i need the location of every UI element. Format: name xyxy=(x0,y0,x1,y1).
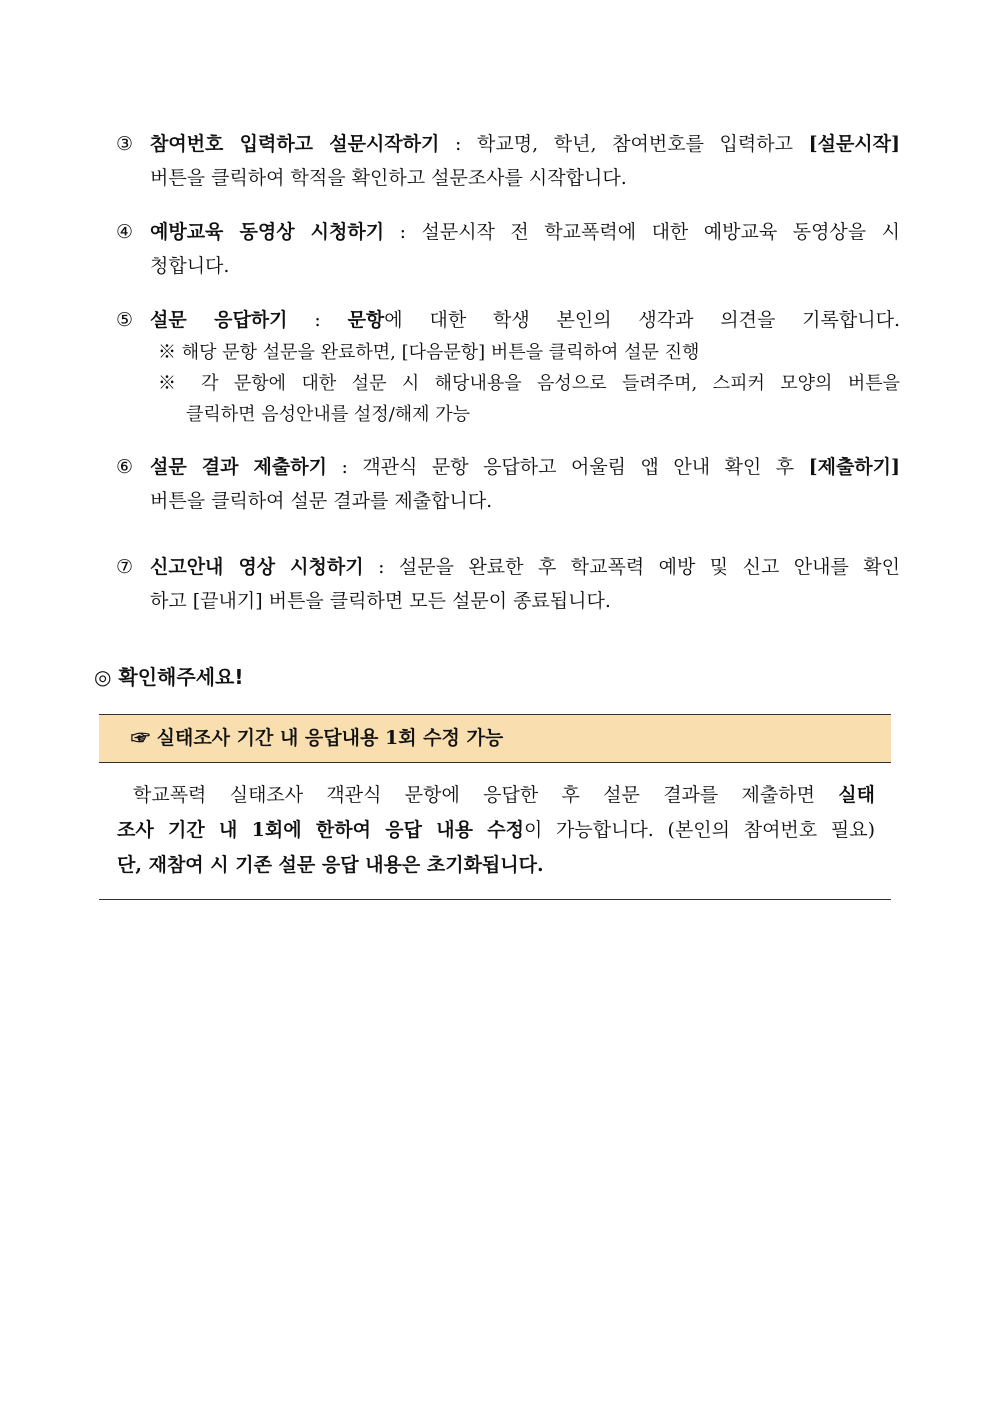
notice-bold-text: 조사 기간 내 1회에 한하여 응답 내용 수정 xyxy=(117,819,524,841)
step-6 xyxy=(116,450,900,518)
notice-line-2 xyxy=(117,813,875,848)
step-bold-word: 문항 xyxy=(347,309,385,331)
step-3-line-1 xyxy=(116,127,900,161)
step-6-line-2: 버튼을 클릭하여 설문 결과를 제출합니다. xyxy=(150,490,493,512)
step-7-line-1 xyxy=(116,550,900,584)
step-number: ⑥ xyxy=(116,456,134,478)
step-title: 예방교육 동영상 시청하기 xyxy=(150,221,385,243)
step-title: 신고안내 영상 시청하기 xyxy=(150,556,364,578)
step-text: 설문시작 전 학교폭력에 대한 예방교육 동영상을 시 xyxy=(421,221,900,243)
notice-box xyxy=(99,714,891,900)
notice-text: 학교폭력 실태조사 객관식 문항에 응답한 후 설문 결과를 제출하면 xyxy=(133,784,839,806)
notice-text: 이 가능합니다. (본인의 참여번호 필요) xyxy=(523,819,875,841)
notice-heading: ☞ 실태조사 기간 내 응답내용 1회 수정 가능 xyxy=(99,714,891,763)
step-6-line-1 xyxy=(116,450,900,484)
section-title: ◎ 확인해주세요! xyxy=(94,665,244,689)
step-number: ③ xyxy=(116,133,134,155)
step-5-line-1 xyxy=(116,303,900,337)
notice-line-3: 단, 재참여 시 기존 설문 응답 내용은 초기화됩니다. xyxy=(117,854,544,876)
step-separator: : xyxy=(384,221,422,243)
step-button-label: [설문시작] xyxy=(808,133,901,155)
step-button-label: [제출하기] xyxy=(808,456,900,478)
step-4-line-1 xyxy=(116,215,900,249)
step-title: 설문 응답하기 xyxy=(150,309,288,331)
step-text: 학교명, 학년, 참여번호를 입력하고 xyxy=(477,133,809,155)
step-5-note-2-cont: 클릭하면 음성안내를 설정/해제 가능 xyxy=(186,404,471,425)
step-title: 설문 결과 제출하기 xyxy=(150,456,327,478)
step-title: 참여번호 입력하고 설문시작하기 xyxy=(150,133,440,155)
notice-line-1 xyxy=(117,778,875,813)
step-separator: : xyxy=(287,309,348,331)
step-text: 에 대한 학생 본인의 생각과 의견을 기록합니다. xyxy=(384,309,900,331)
step-number: ⑤ xyxy=(116,309,134,331)
notice-bold-text: 실태 xyxy=(838,784,875,806)
notice-body xyxy=(117,778,875,883)
step-number: ④ xyxy=(116,221,134,243)
step-separator: : xyxy=(439,133,478,155)
step-7 xyxy=(116,550,900,618)
step-5 xyxy=(116,303,900,430)
step-7-line-2: 하고 [끝내기] 버튼을 클릭하면 모든 설문이 종료됩니다. xyxy=(150,590,611,612)
step-3 xyxy=(116,127,900,195)
step-5-note-2: ※ 각 문항에 대한 설문 시 해당내용을 음성으로 들려주며, 스피커 모양의 버튼을 xyxy=(158,373,900,394)
step-number: ⑦ xyxy=(116,556,134,578)
step-3-line-2: 버튼을 클릭하여 학적을 확인하고 설문조사를 시작합니다. xyxy=(150,167,627,189)
step-separator: : xyxy=(326,456,363,478)
step-text: 객관식 문항 응답하고 어울림 앱 안내 확인 후 xyxy=(362,456,809,478)
step-5-note-1: ※ 해당 문항 설문을 완료하면, [다음문항] 버튼을 클릭하여 설문 진행 xyxy=(158,342,700,363)
step-4-line-2: 청합니다. xyxy=(150,255,230,277)
step-4 xyxy=(116,215,900,283)
step-text: 설문을 완료한 후 학교폭력 예방 및 신고 안내를 확인 xyxy=(398,556,900,578)
step-separator: : xyxy=(363,556,399,578)
